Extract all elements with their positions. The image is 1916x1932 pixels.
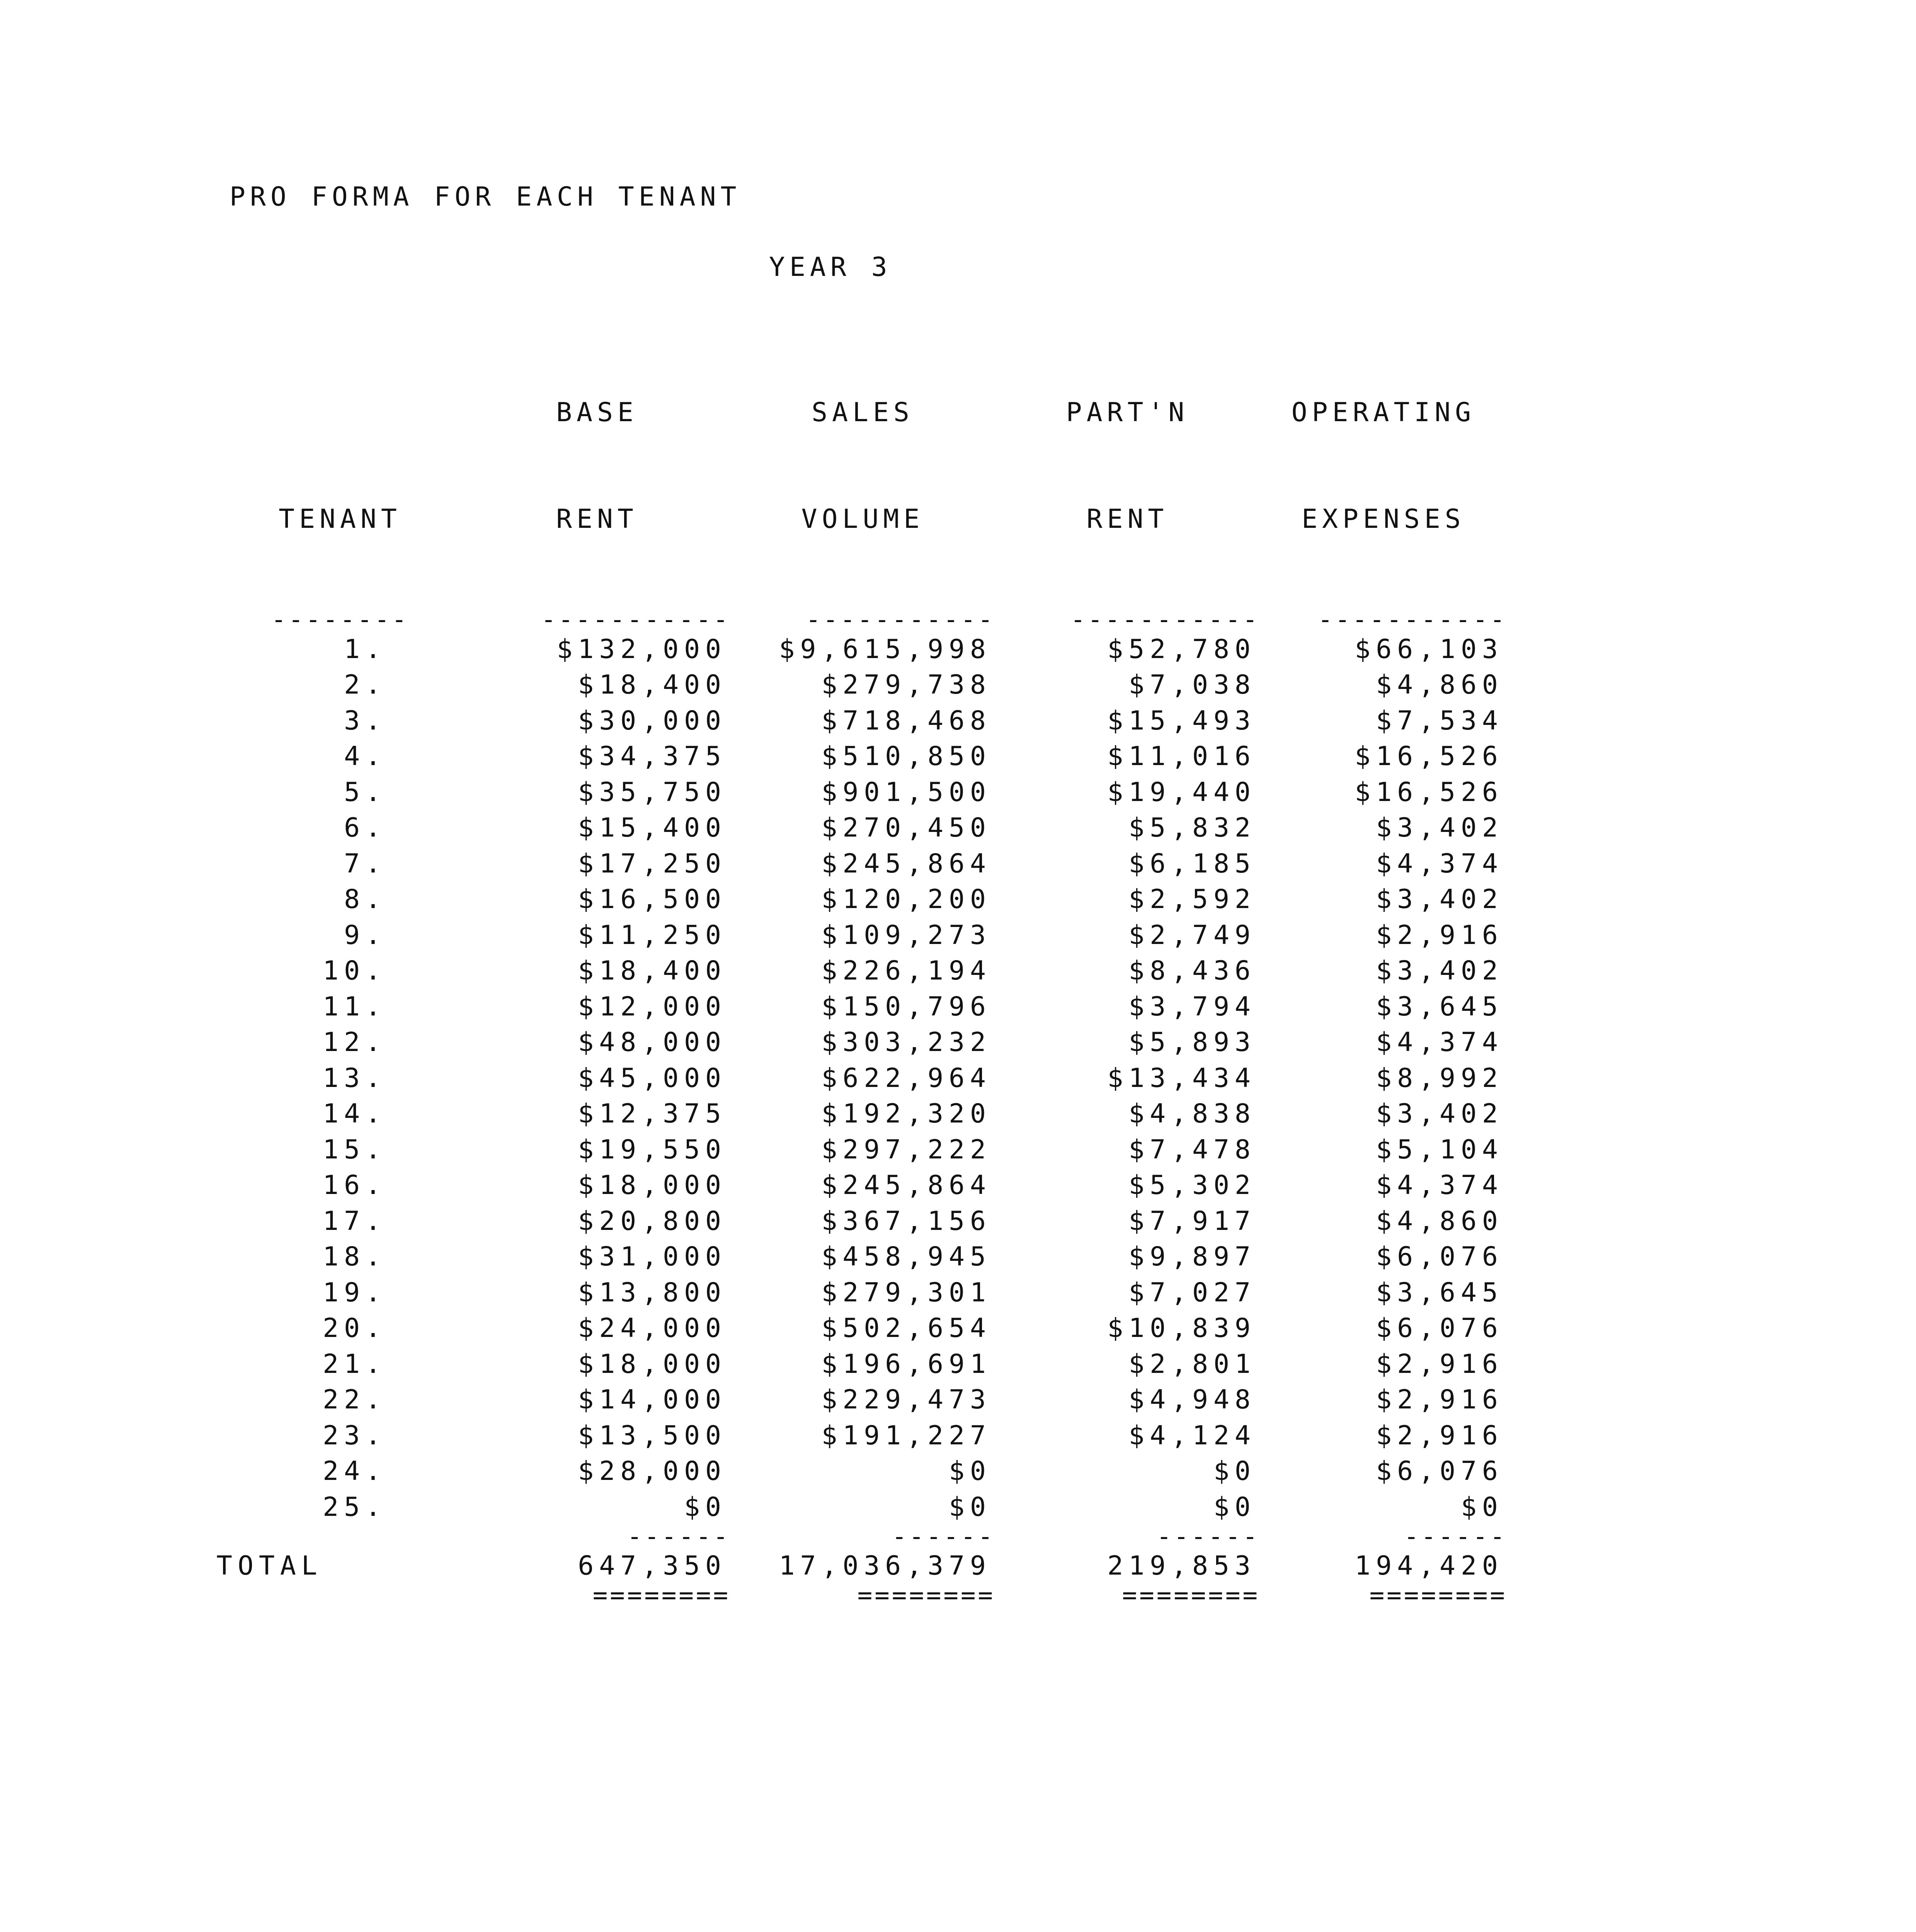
tenant-number-cell: 10. bbox=[323, 956, 386, 986]
partn-rent-cell: $19,440 bbox=[1107, 777, 1256, 808]
sales-volume-cell: $367,156 bbox=[821, 1206, 991, 1236]
operating-expenses-cell: $0 bbox=[1461, 1492, 1503, 1522]
tenant-number-cell: 25. bbox=[323, 1492, 386, 1522]
partn-rent-cell: $2,801 bbox=[1128, 1349, 1256, 1379]
base-rent-cell: $35,750 bbox=[578, 777, 727, 808]
tenant-number-cell: 7. bbox=[344, 848, 386, 879]
partn-rent-cell: $7,478 bbox=[1128, 1134, 1256, 1165]
partn-rent-cell: $13,434 bbox=[1107, 1063, 1256, 1094]
table-row bbox=[216, 1454, 1507, 1490]
base-rent-cell: $15,400 bbox=[578, 813, 727, 844]
sales-volume-cell: $120,200 bbox=[821, 884, 991, 915]
base-rent-cell: $16,500 bbox=[578, 884, 727, 915]
table-row bbox=[216, 846, 1507, 882]
operating-expenses-cell: $3,402 bbox=[1376, 956, 1503, 986]
tenant-number-cell: 3. bbox=[344, 705, 386, 736]
operating-expenses-cell: $3,645 bbox=[1376, 991, 1503, 1022]
sales-volume-cell: $192,320 bbox=[821, 1099, 991, 1129]
header-rule: ----------- bbox=[541, 608, 730, 631]
sales-volume-cell: $191,227 bbox=[821, 1420, 991, 1451]
base-rent-cell: $11,250 bbox=[578, 920, 727, 951]
partn-rent-cell: $2,592 bbox=[1128, 884, 1256, 915]
partn-rent-cell: $4,838 bbox=[1128, 1099, 1256, 1129]
sales-volume-cell: $458,945 bbox=[821, 1242, 991, 1272]
operating-expenses-cell: $4,374 bbox=[1376, 848, 1503, 879]
header-base-rent: BASE RENT bbox=[556, 397, 638, 534]
operating-expenses-cell: $6,076 bbox=[1376, 1456, 1503, 1487]
tenant-number-cell: 1. bbox=[344, 634, 386, 665]
base-rent-cell: $20,800 bbox=[578, 1206, 727, 1236]
partn-rent-cell: $2,749 bbox=[1128, 920, 1256, 951]
tenant-number-cell: 4. bbox=[344, 741, 386, 772]
partn-rent-cell: $8,436 bbox=[1128, 956, 1256, 986]
tenant-number-cell: 23. bbox=[323, 1420, 386, 1451]
partn-rent-cell: $9,897 bbox=[1128, 1242, 1256, 1272]
operating-expenses-cell: $3,402 bbox=[1376, 1099, 1503, 1129]
sum-rule bbox=[216, 1525, 464, 1548]
table-row bbox=[216, 1418, 1507, 1454]
sales-volume-cell: $622,964 bbox=[821, 1063, 991, 1094]
operating-expenses-cell: $5,104 bbox=[1376, 1134, 1503, 1165]
operating-expenses-cell: $2,916 bbox=[1376, 920, 1503, 951]
header-operating-expenses: OPERATING EXPENSES bbox=[1291, 397, 1476, 534]
sales-volume-cell: $109,273 bbox=[821, 920, 991, 951]
table-row bbox=[216, 703, 1507, 739]
tenant-number-cell: 20. bbox=[323, 1313, 386, 1344]
sales-volume-cell: $279,301 bbox=[821, 1277, 991, 1308]
header-rule: ----------- bbox=[1318, 608, 1507, 631]
tenant-number-cell: 2. bbox=[344, 670, 386, 701]
tenant-number-cell: 5. bbox=[344, 777, 386, 808]
base-rent-cell: $132,000 bbox=[556, 634, 727, 665]
operating-expenses-cell: $2,916 bbox=[1376, 1420, 1503, 1451]
table-row bbox=[216, 953, 1507, 989]
sum-rule: ------ bbox=[1156, 1525, 1260, 1548]
page-subtitle: YEAR 3 bbox=[769, 252, 892, 282]
partn-rent-cell: $7,038 bbox=[1128, 670, 1256, 701]
header-rule: -------- bbox=[271, 608, 409, 631]
sum-rule: ------ bbox=[892, 1525, 995, 1548]
partn-rent-cell: $5,832 bbox=[1128, 813, 1256, 844]
partn-rent-cell: $0 bbox=[1213, 1456, 1256, 1487]
tenant-number-cell: 13. bbox=[323, 1063, 386, 1094]
base-rent-cell: $18,400 bbox=[578, 670, 727, 701]
table-row bbox=[216, 1239, 1507, 1275]
double-rule: ======== bbox=[857, 1584, 995, 1607]
double-rule-row bbox=[216, 1584, 1507, 1607]
partn-rent-cell: $52,780 bbox=[1107, 634, 1256, 665]
sales-volume-cell: $245,864 bbox=[821, 1170, 991, 1201]
sales-volume-cell: $901,500 bbox=[821, 777, 991, 808]
tenant-number-cell: 15. bbox=[323, 1134, 386, 1165]
operating-expenses-cell: $6,076 bbox=[1376, 1242, 1503, 1272]
base-rent-cell: $24,000 bbox=[578, 1313, 727, 1344]
operating-expenses-cell: $2,916 bbox=[1376, 1349, 1503, 1379]
operating-expenses-cell: $66,103 bbox=[1354, 634, 1503, 665]
table-row bbox=[216, 989, 1507, 1025]
tenant-number-cell: 14. bbox=[323, 1099, 386, 1129]
partn-rent-cell: $15,493 bbox=[1107, 705, 1256, 736]
operating-expenses-cell: $16,526 bbox=[1354, 741, 1503, 772]
partn-rent-cell: $6,185 bbox=[1128, 848, 1256, 879]
sales-volume-cell: $245,864 bbox=[821, 848, 991, 879]
sales-volume-cell: $150,796 bbox=[821, 991, 991, 1022]
sales-volume-cell: $196,691 bbox=[821, 1349, 991, 1379]
base-rent-cell: $31,000 bbox=[578, 1242, 727, 1272]
partn-rent-cell: $5,302 bbox=[1128, 1170, 1256, 1201]
operating-expenses-cell: $4,374 bbox=[1376, 1170, 1503, 1201]
table-row bbox=[216, 1168, 1507, 1204]
sales-volume-cell: $0 bbox=[949, 1492, 991, 1522]
sales-volume-cell: $510,850 bbox=[821, 741, 991, 772]
table-row bbox=[216, 739, 1507, 775]
operating-expenses-cell: $3,402 bbox=[1376, 884, 1503, 915]
base-rent-cell: $45,000 bbox=[578, 1063, 727, 1094]
header-rule-row bbox=[216, 608, 1507, 631]
sales-volume-cell: $270,450 bbox=[821, 813, 991, 844]
tenant-number-cell: 24. bbox=[323, 1456, 386, 1487]
table-row bbox=[216, 1382, 1507, 1418]
page-title: PRO FORMA FOR EACH TENANT bbox=[230, 182, 741, 212]
total-base-rent: 647,350 bbox=[578, 1551, 727, 1582]
total-partn-rent: 219,853 bbox=[1107, 1551, 1256, 1582]
double-rule bbox=[216, 1584, 464, 1607]
table-row bbox=[216, 631, 1507, 667]
table-row bbox=[216, 1025, 1507, 1061]
base-rent-cell: $0 bbox=[684, 1492, 727, 1522]
base-rent-cell: $13,500 bbox=[578, 1420, 727, 1451]
total-sales-volume: 17,036,379 bbox=[779, 1551, 991, 1582]
header-partn-rent: PART'N RENT bbox=[1066, 397, 1189, 534]
partn-rent-cell: $11,016 bbox=[1107, 741, 1256, 772]
operating-expenses-cell: $4,374 bbox=[1376, 1027, 1503, 1058]
sales-volume-cell: $226,194 bbox=[821, 956, 991, 986]
tenant-number-cell: 18. bbox=[323, 1242, 386, 1272]
tenant-number-cell: 11. bbox=[323, 991, 386, 1022]
header-rule: ----------- bbox=[806, 608, 995, 631]
operating-expenses-cell: $3,645 bbox=[1376, 1277, 1503, 1308]
base-rent-cell: $28,000 bbox=[578, 1456, 727, 1487]
operating-expenses-cell: $6,076 bbox=[1376, 1313, 1503, 1344]
table-row bbox=[216, 810, 1507, 846]
pro-forma-table bbox=[216, 324, 1507, 1607]
tenant-number-cell: 6. bbox=[344, 813, 386, 844]
tenant-number-cell: 17. bbox=[323, 1206, 386, 1236]
table-row bbox=[216, 1096, 1507, 1132]
tenant-number-cell: 8. bbox=[344, 884, 386, 915]
header-sales-volume: SALES VOLUME bbox=[801, 397, 924, 534]
base-rent-cell: $19,550 bbox=[578, 1134, 727, 1165]
table-header-row bbox=[216, 324, 1507, 608]
partn-rent-cell: $10,839 bbox=[1107, 1313, 1256, 1344]
base-rent-cell: $18,000 bbox=[578, 1349, 727, 1379]
operating-expenses-cell: $8,992 bbox=[1376, 1063, 1503, 1094]
table-row bbox=[216, 1132, 1507, 1168]
double-rule: ======== bbox=[592, 1584, 730, 1607]
table-row bbox=[216, 774, 1507, 810]
header-rule: ----------- bbox=[1070, 608, 1260, 631]
table-row bbox=[216, 917, 1507, 953]
table-row bbox=[216, 1203, 1507, 1239]
partn-rent-cell: $4,124 bbox=[1128, 1420, 1256, 1451]
sum-rule: ------ bbox=[627, 1525, 730, 1548]
table-row bbox=[216, 1275, 1507, 1311]
table-row bbox=[216, 882, 1507, 918]
operating-expenses-cell: $4,860 bbox=[1376, 670, 1503, 701]
sales-volume-cell: $502,654 bbox=[821, 1313, 991, 1344]
table-row bbox=[216, 1060, 1507, 1096]
operating-expenses-cell: $2,916 bbox=[1376, 1384, 1503, 1415]
partn-rent-cell: $4,948 bbox=[1128, 1384, 1256, 1415]
partn-rent-cell: $5,893 bbox=[1128, 1027, 1256, 1058]
total-operating-expenses: 194,420 bbox=[1354, 1551, 1503, 1582]
sum-rule-row bbox=[216, 1525, 1507, 1548]
double-rule: ======== bbox=[1369, 1584, 1507, 1607]
table-row bbox=[216, 667, 1507, 703]
base-rent-cell: $12,000 bbox=[578, 991, 727, 1022]
header-tenant: TENANT bbox=[279, 504, 402, 534]
table-row bbox=[216, 1346, 1507, 1382]
base-rent-cell: $34,375 bbox=[578, 741, 727, 772]
partn-rent-cell: $0 bbox=[1213, 1492, 1256, 1522]
tenant-number-cell: 19. bbox=[323, 1277, 386, 1308]
sales-volume-cell: $297,222 bbox=[821, 1134, 991, 1165]
operating-expenses-cell: $4,860 bbox=[1376, 1206, 1503, 1236]
sales-volume-cell: $9,615,998 bbox=[779, 634, 991, 665]
operating-expenses-cell: $7,534 bbox=[1376, 705, 1503, 736]
base-rent-cell: $14,000 bbox=[578, 1384, 727, 1415]
total-row bbox=[216, 1548, 1507, 1584]
operating-expenses-cell: $16,526 bbox=[1354, 777, 1503, 808]
base-rent-cell: $18,400 bbox=[578, 956, 727, 986]
tenant-number-cell: 12. bbox=[323, 1027, 386, 1058]
base-rent-cell: $48,000 bbox=[578, 1027, 727, 1058]
double-rule: ======== bbox=[1122, 1584, 1260, 1607]
partn-rent-cell: $7,917 bbox=[1128, 1206, 1256, 1236]
base-rent-cell: $30,000 bbox=[578, 705, 727, 736]
base-rent-cell: $18,000 bbox=[578, 1170, 727, 1201]
tenant-number-cell: 9. bbox=[344, 920, 386, 951]
base-rent-cell: $17,250 bbox=[578, 848, 727, 879]
table-row bbox=[216, 1489, 1507, 1525]
total-label: TOTAL bbox=[216, 1551, 323, 1582]
tenant-number-cell: 16. bbox=[323, 1170, 386, 1201]
sales-volume-cell: $229,473 bbox=[821, 1384, 991, 1415]
sales-volume-cell: $279,738 bbox=[821, 670, 991, 701]
table-row bbox=[216, 1311, 1507, 1347]
tenant-number-cell: 22. bbox=[323, 1384, 386, 1415]
sales-volume-cell: $718,468 bbox=[821, 705, 991, 736]
table-body bbox=[216, 631, 1507, 1525]
sales-volume-cell: $303,232 bbox=[821, 1027, 991, 1058]
partn-rent-cell: $3,794 bbox=[1128, 991, 1256, 1022]
sales-volume-cell: $0 bbox=[949, 1456, 991, 1487]
tenant-number-cell: 21. bbox=[323, 1349, 386, 1379]
operating-expenses-cell: $3,402 bbox=[1376, 813, 1503, 844]
base-rent-cell: $12,375 bbox=[578, 1099, 727, 1129]
partn-rent-cell: $7,027 bbox=[1128, 1277, 1256, 1308]
base-rent-cell: $13,800 bbox=[578, 1277, 727, 1308]
sum-rule: ------ bbox=[1404, 1525, 1507, 1548]
